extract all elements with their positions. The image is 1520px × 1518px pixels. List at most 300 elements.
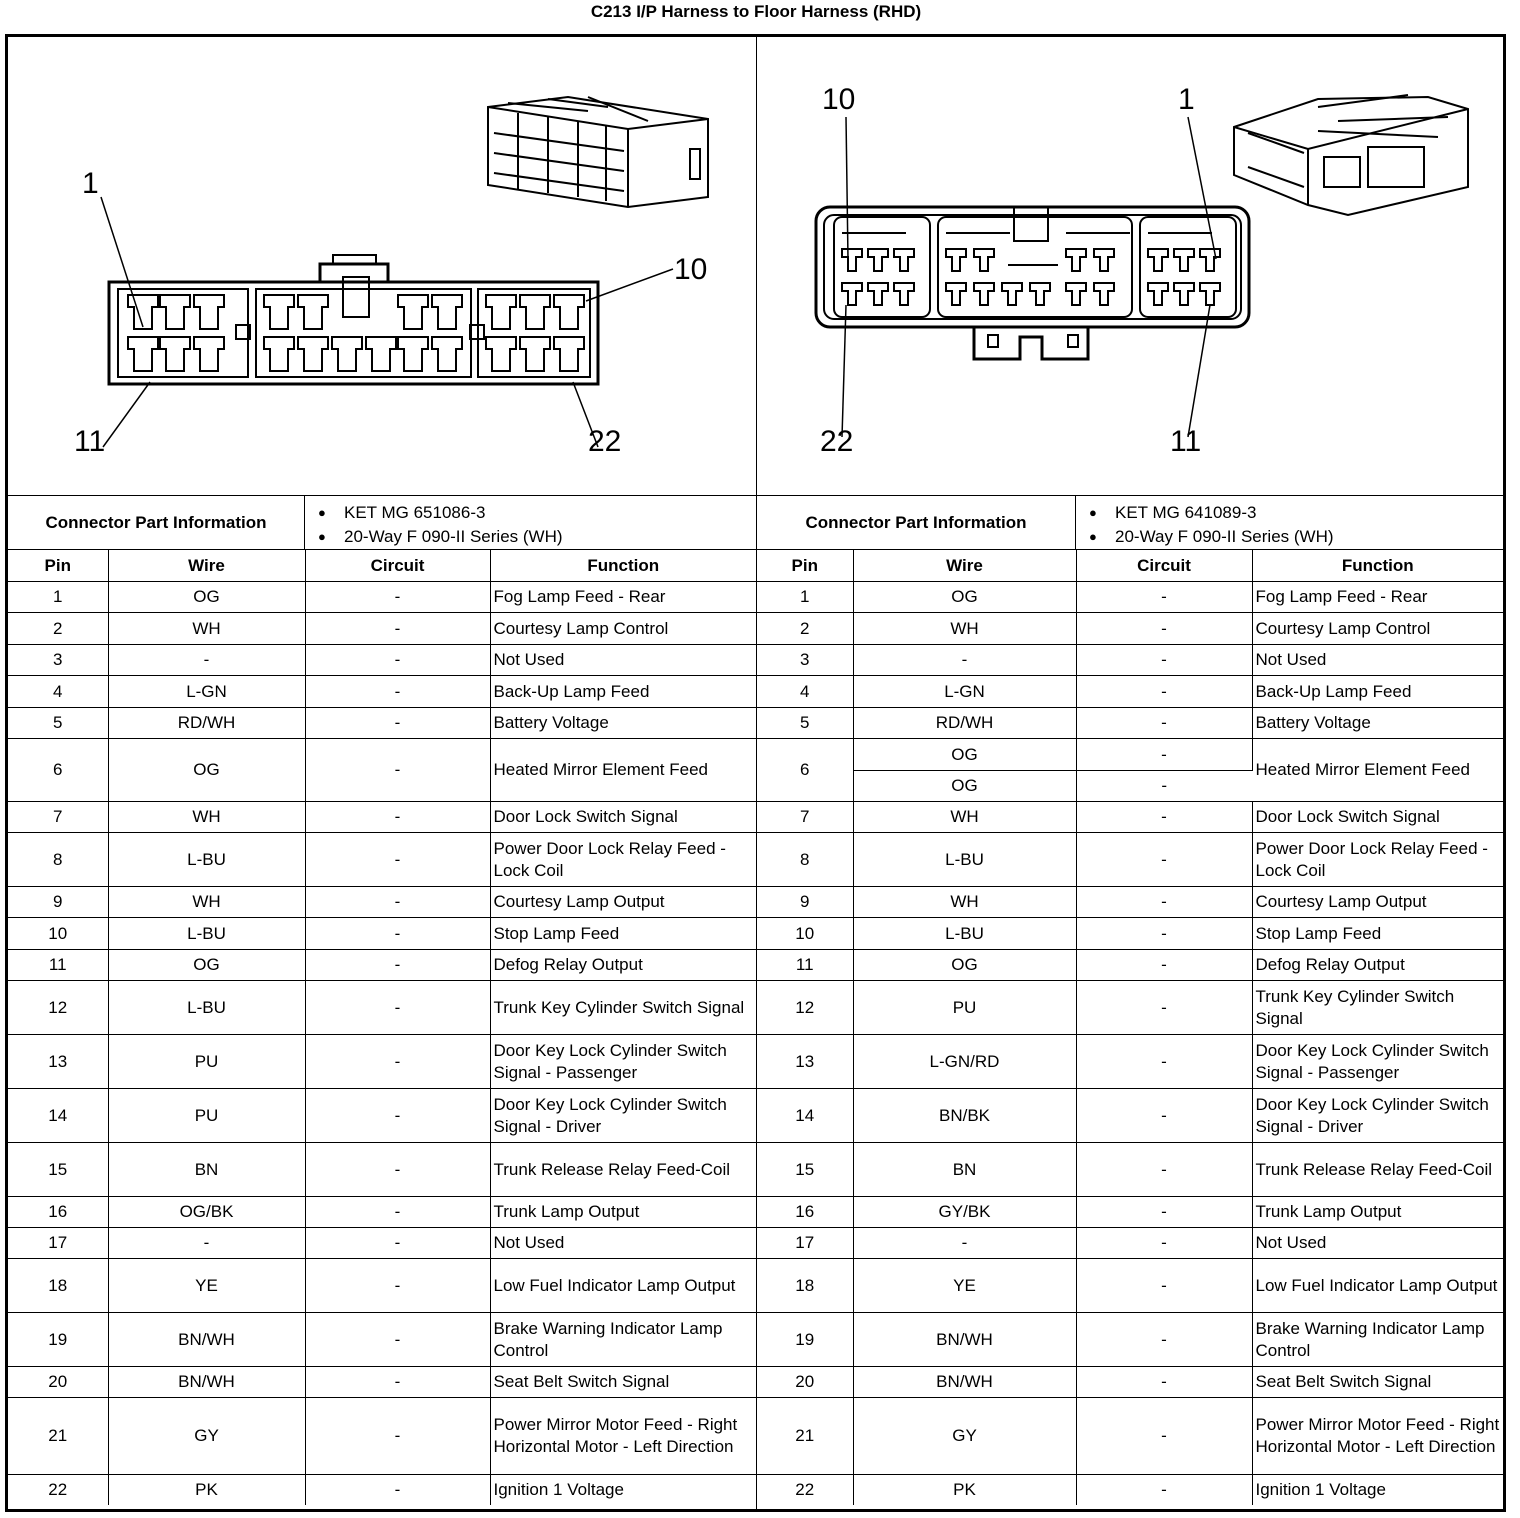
function-cell: Power Door Lock Relay Feed - Lock Coil [490, 833, 756, 887]
wire-cell: - [853, 645, 1076, 676]
table-row [757, 1035, 1503, 1089]
circuit-cell: - [305, 645, 490, 676]
pin-cell: 20 [757, 1367, 853, 1398]
function-cell: Seat Belt Switch Signal [1252, 1367, 1503, 1398]
circuit-cell: - [305, 918, 490, 950]
table-row [8, 1367, 756, 1398]
pin-cell: 10 [8, 918, 108, 950]
pin-cell: 19 [757, 1313, 853, 1367]
function-cell: Stop Lamp Feed [490, 918, 756, 950]
table-row [757, 676, 1503, 708]
pin-cell: 1 [8, 582, 108, 613]
table-row [757, 1228, 1503, 1259]
wire-cell: L-GN [108, 676, 305, 708]
pinout-table [8, 550, 756, 1505]
table-row [757, 1259, 1503, 1313]
circuit-cell: - [305, 1475, 490, 1506]
right-connector-face [816, 207, 1249, 359]
function-cell: Not Used [1252, 645, 1503, 676]
connector-cavity [554, 295, 584, 329]
table-row [8, 981, 756, 1035]
page-title: C213 I/P Harness to Floor Harness (RHD) [590, 2, 922, 21]
circuit-cell: - [1076, 981, 1252, 1035]
wire-cell: RD/WH [853, 708, 1076, 739]
col-header-wire: Wire [853, 550, 1076, 582]
pin-cell: 6 [757, 739, 853, 802]
pin-cell: 9 [757, 887, 853, 918]
connector-cavity [1066, 249, 1086, 271]
function-cell: Back-Up Lamp Feed [490, 676, 756, 708]
pin-cell: 7 [757, 802, 853, 833]
col-header-function: Function [490, 550, 756, 582]
pin-cell: 4 [757, 676, 853, 708]
circuit-cell: - [1076, 802, 1252, 833]
circuit-cell: - [305, 981, 490, 1035]
connector-cavity [398, 295, 428, 329]
table-row [8, 833, 756, 887]
table-row [757, 1143, 1503, 1197]
left-leader-lines [101, 197, 673, 447]
circuit-cell: - [1076, 676, 1252, 708]
col-header-wire: Wire [108, 550, 305, 582]
connector-cavity [946, 249, 966, 271]
connector-cavity [974, 283, 994, 305]
function-cell: Fog Lamp Feed - Rear [1252, 582, 1503, 613]
circuit-cell: - [1076, 708, 1252, 739]
circuit-cell: - [305, 676, 490, 708]
pin-cell: 3 [8, 645, 108, 676]
wire-cell: L-GN/RD [853, 1035, 1076, 1089]
circuit-cell: - [1076, 1228, 1252, 1259]
circuit-cell: - [305, 887, 490, 918]
pin-cell: 6 [8, 739, 108, 802]
connector-info-list [1089, 501, 1334, 549]
wire-cell: PU [108, 1089, 305, 1143]
right-callout-11: 11 [1170, 425, 1202, 458]
col-header-function: Function [1252, 550, 1503, 582]
table-row [8, 739, 756, 802]
right-callout-22: 22 [820, 425, 854, 458]
table-row [757, 950, 1503, 981]
function-cell: Brake Warning Indicator Lamp Control [490, 1313, 756, 1367]
col-header-circuit: Circuit [305, 550, 490, 582]
connector-cavity [1094, 249, 1114, 271]
connector-info-label: Connector Part Information [8, 495, 305, 550]
circuit-cell: - [1076, 1398, 1252, 1475]
wire-cell: L-BU [853, 833, 1076, 887]
connector-series: ● 20-Way F 090-II Series (WH) [1089, 525, 1334, 549]
connector-cavity [432, 295, 462, 329]
connector-info [757, 495, 1503, 550]
wire-cell: BN/WH [853, 1313, 1076, 1367]
function-cell: Courtesy Lamp Output [1252, 887, 1503, 918]
connector-cavity [298, 337, 328, 371]
wire-cell: GY/BK [853, 1197, 1076, 1228]
function-cell: Brake Warning Indicator Lamp Control [1252, 1313, 1503, 1367]
pin-cell: 5 [8, 708, 108, 739]
function-cell: Low Fuel Indicator Lamp Output [490, 1259, 756, 1313]
circuit-cell: - [305, 1143, 490, 1197]
wire-cell: OG [108, 739, 305, 802]
wire-cell: OG [853, 950, 1076, 981]
function-cell: Courtesy Lamp Control [1252, 613, 1503, 645]
right-callout-1: 1 [1178, 83, 1195, 116]
function-cell: Trunk Release Relay Feed-Coil [490, 1143, 756, 1197]
col-header-pin: Pin [8, 550, 108, 582]
pin-cell: 16 [757, 1197, 853, 1228]
circuit-cell: - [1076, 1259, 1252, 1313]
function-cell: Power Mirror Motor Feed - Right Horizontal Motor - Left Direction [490, 1398, 756, 1475]
connector-cavity [160, 337, 190, 371]
table-row [8, 582, 756, 613]
pin-cell: 21 [757, 1398, 853, 1475]
wire-cell: GY [853, 1398, 1076, 1475]
pin-cell: 21 [8, 1398, 108, 1475]
pin-cell: 15 [8, 1143, 108, 1197]
wire-cell: OG [853, 739, 1076, 771]
table-row [757, 582, 1503, 613]
connector-cavity [366, 337, 396, 371]
circuit-cell: - [305, 708, 490, 739]
table-row [8, 1035, 756, 1089]
right-callout-10: 10 [822, 83, 856, 116]
table-row [757, 1089, 1503, 1143]
connector-cavity [894, 249, 914, 271]
wire-cell: - [108, 1228, 305, 1259]
circuit-cell: - [1076, 1475, 1252, 1506]
function-cell: Trunk Key Cylinder Switch Signal [1252, 981, 1503, 1035]
connector-cavity [1002, 283, 1022, 305]
pin-cell: 14 [8, 1089, 108, 1143]
connector-info-label: Connector Part Information [757, 495, 1076, 550]
circuit-cell: - [305, 1035, 490, 1089]
circuit-cell: - [305, 613, 490, 645]
circuit-cell: - [305, 1259, 490, 1313]
table-row [757, 1475, 1503, 1506]
table-row [757, 1398, 1503, 1475]
diagram-divider [756, 37, 757, 495]
left-callout-22: 22 [588, 425, 622, 458]
function-cell: Ignition 1 Voltage [1252, 1475, 1503, 1506]
wire-cell: WH [108, 802, 305, 833]
table-row [8, 1089, 756, 1143]
wire-cell: L-BU [108, 981, 305, 1035]
pin-cell: 15 [757, 1143, 853, 1197]
connector-info [8, 495, 756, 550]
connector-cavity [520, 295, 550, 329]
pinout-table [757, 550, 1503, 1505]
function-cell: Not Used [490, 645, 756, 676]
wire-cell: GY [108, 1398, 305, 1475]
function-cell: Courtesy Lamp Output [490, 887, 756, 918]
wire-cell: YE [108, 1259, 305, 1313]
wire-cell: OG [853, 582, 1076, 613]
table-row [8, 1228, 756, 1259]
circuit-cell: - [1076, 739, 1252, 771]
table-row [757, 613, 1503, 645]
function-cell: Battery Voltage [1252, 708, 1503, 739]
connector-cavity [160, 295, 190, 329]
circuit-cell: - [305, 833, 490, 887]
wire-cell: - [108, 645, 305, 676]
pin-cell: 17 [8, 1228, 108, 1259]
pin-cell: 18 [8, 1259, 108, 1313]
pin-cell: 8 [757, 833, 853, 887]
function-cell: Trunk Release Relay Feed-Coil [1252, 1143, 1503, 1197]
connector-cavity [842, 249, 862, 271]
left-connector-sketch [488, 97, 708, 207]
pin-cell: 5 [757, 708, 853, 739]
connector-cavity [1148, 283, 1168, 305]
right-leader-lines [842, 117, 1216, 437]
table-row [757, 981, 1503, 1035]
table-row [8, 645, 756, 676]
circuit-cell: - [1076, 613, 1252, 645]
connector-cavity [298, 295, 328, 329]
circuit-cell: - [1076, 833, 1252, 887]
connector-cavity [194, 295, 224, 329]
function-cell: Low Fuel Indicator Lamp Output [1252, 1259, 1503, 1313]
connector-cavity [946, 283, 966, 305]
connector-cavity [974, 249, 994, 271]
connector-cavity [554, 337, 584, 371]
function-cell: Defog Relay Output [490, 950, 756, 981]
circuit-cell: - [305, 1398, 490, 1475]
function-cell: Door Key Lock Cylinder Switch Signal - Driver [1252, 1089, 1503, 1143]
table-row [757, 1313, 1503, 1367]
table-row [8, 1475, 756, 1506]
connector-cavity [398, 337, 428, 371]
connector-cavity [194, 337, 224, 371]
pin-cell: 16 [8, 1197, 108, 1228]
pin-cell: 11 [757, 950, 853, 981]
connector-cavity [894, 283, 914, 305]
table-row [8, 950, 756, 981]
left-callout-10: 10 [674, 253, 708, 286]
wire-cell: BN/WH [108, 1313, 305, 1367]
circuit-cell: - [1076, 918, 1252, 950]
connector-cavity [264, 295, 294, 329]
pin-cell: 22 [757, 1475, 853, 1506]
table-row [8, 676, 756, 708]
left-callout-11: 11 [74, 425, 106, 458]
wire-cell: L-GN [853, 676, 1076, 708]
connector-cavity [1094, 283, 1114, 305]
table-row [8, 887, 756, 918]
table-row [757, 1197, 1503, 1228]
connector-cavity [1066, 283, 1086, 305]
connector-cavity [1030, 283, 1050, 305]
pin-cell: 8 [8, 833, 108, 887]
left-callout-1: 1 [82, 167, 99, 200]
wire-cell: OG [853, 771, 1076, 802]
circuit-cell: - [1076, 771, 1252, 802]
connector-cavity [868, 283, 888, 305]
connector-cavity [1174, 283, 1194, 305]
connector-cavity [520, 337, 550, 371]
function-cell: Door Lock Switch Signal [1252, 802, 1503, 833]
connector-cavity [128, 295, 158, 329]
wire-cell: L-BU [108, 833, 305, 887]
function-cell: Battery Voltage [490, 708, 756, 739]
connector-cavity [486, 337, 516, 371]
connector-cavity [264, 337, 294, 371]
table-row [8, 1313, 756, 1367]
table-row [757, 1367, 1503, 1398]
connector-cavity [332, 337, 362, 371]
function-cell: Not Used [1252, 1228, 1503, 1259]
pin-cell: 22 [8, 1475, 108, 1506]
circuit-cell: - [305, 1228, 490, 1259]
circuit-cell: - [1076, 1035, 1252, 1089]
circuit-cell: - [305, 1367, 490, 1398]
wire-cell: PU [853, 981, 1076, 1035]
pin-cell: 13 [8, 1035, 108, 1089]
table-row [757, 708, 1503, 739]
wire-cell: BN/BK [853, 1089, 1076, 1143]
wire-cell: BN [108, 1143, 305, 1197]
circuit-cell: - [305, 1197, 490, 1228]
pin-cell: 10 [757, 918, 853, 950]
wire-cell: WH [853, 802, 1076, 833]
col-header-circuit: Circuit [1076, 550, 1252, 582]
table-row [8, 918, 756, 950]
table-row [8, 1143, 756, 1197]
circuit-cell: - [1076, 887, 1252, 918]
function-cell: Ignition 1 Voltage [490, 1475, 756, 1506]
circuit-cell: - [1076, 1367, 1252, 1398]
wire-cell: OG/BK [108, 1197, 305, 1228]
wire-cell: L-BU [853, 918, 1076, 950]
pin-cell: 18 [757, 1259, 853, 1313]
connector-info-list [318, 501, 563, 549]
wire-cell: OG [108, 582, 305, 613]
function-cell: Heated Mirror Element Feed [1252, 739, 1503, 802]
connector-part-number: ● KET MG 641089-3 [1089, 501, 1334, 525]
table-row [8, 613, 756, 645]
function-cell: Trunk Key Cylinder Switch Signal [490, 981, 756, 1035]
function-cell: Not Used [490, 1228, 756, 1259]
wire-cell: L-BU [108, 918, 305, 950]
connector-cavity [1200, 249, 1220, 271]
circuit-cell: - [1076, 1143, 1252, 1197]
wire-cell: PU [108, 1035, 305, 1089]
col-header-pin: Pin [757, 550, 853, 582]
pin-cell: 2 [757, 613, 853, 645]
table-row [757, 887, 1503, 918]
pin-cell: 2 [8, 613, 108, 645]
function-cell: Courtesy Lamp Control [490, 613, 756, 645]
function-cell: Trunk Lamp Output [490, 1197, 756, 1228]
wire-cell: - [853, 1228, 1076, 1259]
function-cell: Door Key Lock Cylinder Switch Signal - Passenger [490, 1035, 756, 1089]
wire-cell: BN/WH [853, 1367, 1076, 1398]
function-cell: Heated Mirror Element Feed [490, 739, 756, 802]
connector-cavity [1174, 249, 1194, 271]
pin-cell: 17 [757, 1228, 853, 1259]
connector-cavity [1148, 249, 1168, 271]
circuit-cell: - [305, 802, 490, 833]
connector-cavity [432, 337, 462, 371]
circuit-cell: - [1076, 1089, 1252, 1143]
wire-cell: YE [853, 1259, 1076, 1313]
right-connector-sketch [1234, 95, 1468, 215]
wire-cell: RD/WH [108, 708, 305, 739]
circuit-cell: - [1076, 1313, 1252, 1367]
circuit-cell: - [1076, 645, 1252, 676]
pin-cell: 20 [8, 1367, 108, 1398]
function-cell: Door Key Lock Cylinder Switch Signal - Passenger [1252, 1035, 1503, 1089]
pin-cell: 13 [757, 1035, 853, 1089]
wire-cell: BN [853, 1143, 1076, 1197]
table-row [757, 918, 1503, 950]
pin-cell: 3 [757, 645, 853, 676]
table-row [757, 833, 1503, 887]
connector-cavity [868, 249, 888, 271]
table-row [757, 739, 1503, 771]
pin-cell: 11 [8, 950, 108, 981]
pin-cell: 19 [8, 1313, 108, 1367]
circuit-cell: - [305, 739, 490, 802]
wire-cell: WH [108, 613, 305, 645]
wire-cell: WH [108, 887, 305, 918]
function-cell: Stop Lamp Feed [1252, 918, 1503, 950]
function-cell: Power Mirror Motor Feed - Right Horizontal Motor - Left Direction [1252, 1398, 1503, 1475]
pin-cell: 7 [8, 802, 108, 833]
function-cell: Defog Relay Output [1252, 950, 1503, 981]
wire-cell: PK [853, 1475, 1076, 1506]
pin-cell: 9 [8, 887, 108, 918]
left-connector-face [109, 255, 598, 384]
table-row [8, 1197, 756, 1228]
function-cell: Seat Belt Switch Signal [490, 1367, 756, 1398]
function-cell: Back-Up Lamp Feed [1252, 676, 1503, 708]
pin-cell: 14 [757, 1089, 853, 1143]
pin-cell: 12 [8, 981, 108, 1035]
table-row [8, 1259, 756, 1313]
connector-series: ● 20-Way F 090-II Series (WH) [318, 525, 563, 549]
wire-cell: PK [108, 1475, 305, 1506]
circuit-cell: - [305, 1089, 490, 1143]
table-row [8, 802, 756, 833]
wire-cell: WH [853, 887, 1076, 918]
table-row [8, 1398, 756, 1475]
function-cell: Door Key Lock Cylinder Switch Signal - Driver [490, 1089, 756, 1143]
function-cell: Power Door Lock Relay Feed - Lock Coil [1252, 833, 1503, 887]
table-row [757, 645, 1503, 676]
connector-cavity [1200, 283, 1220, 305]
function-cell: Door Lock Switch Signal [490, 802, 756, 833]
circuit-cell: - [1076, 950, 1252, 981]
circuit-cell: - [1076, 582, 1252, 613]
circuit-cell: - [1076, 1197, 1252, 1228]
pin-cell: 4 [8, 676, 108, 708]
wire-cell: WH [853, 613, 1076, 645]
function-cell: Trunk Lamp Output [1252, 1197, 1503, 1228]
pin-cell: 12 [757, 981, 853, 1035]
function-cell: Fog Lamp Feed - Rear [490, 582, 756, 613]
connector-cavity [486, 295, 516, 329]
connector-cavity [128, 337, 158, 371]
circuit-cell: - [305, 582, 490, 613]
pin-cell: 1 [757, 582, 853, 613]
table-row [757, 802, 1503, 833]
connector-part-number: ● KET MG 651086-3 [318, 501, 563, 525]
wire-cell: OG [108, 950, 305, 981]
circuit-cell: - [305, 1313, 490, 1367]
wire-cell: BN/WH [108, 1367, 305, 1398]
circuit-cell: - [305, 950, 490, 981]
